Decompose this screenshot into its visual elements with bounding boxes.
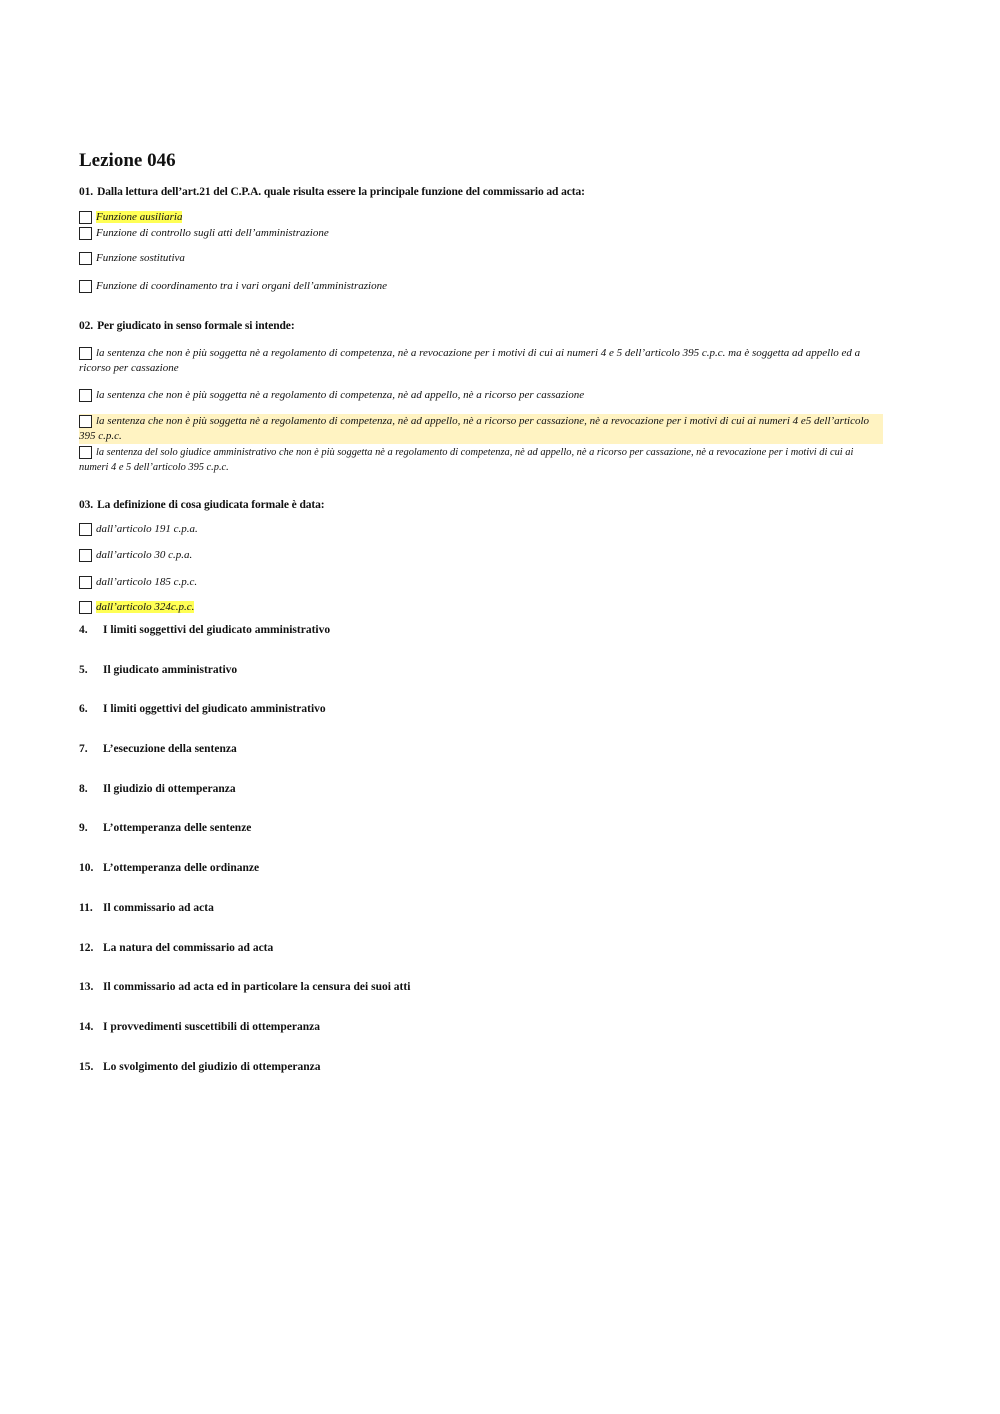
option-text: Funzione di coordinamento tra i vari organi dell’amministrazione — [96, 280, 387, 292]
question-number: 03. — [79, 499, 94, 511]
topic-text: I provvedimenti suscettibili di ottemperanza — [103, 1020, 320, 1033]
topic-number: 14. — [79, 1020, 94, 1033]
topic-text: Il giudicato amministrativo — [103, 663, 238, 676]
topic-item — [79, 861, 883, 901]
topic-number: 15. — [79, 1060, 94, 1073]
option[interactable] — [79, 575, 883, 590]
option-text: dall’articolo 191 c.p.a. — [96, 523, 198, 535]
option-text: Funzione sostitutiva — [96, 252, 185, 264]
option-text-correct-answer: la sentenza che non è più soggetta nè a regolamento di competenza, nè ad appello, nè a ricorso per cassazione, nè a revocazione per i motivi di cui ai numeri 4 e5 dell’articolo 395 c.p.c. — [79, 415, 870, 442]
topic-text: La natura del commissario ad acta — [103, 941, 274, 954]
option[interactable] — [79, 210, 883, 225]
checkbox[interactable] — [79, 446, 92, 459]
option-text: dall’articolo 185 c.p.c. — [96, 576, 198, 588]
question-number: 02. — [79, 320, 94, 332]
option[interactable] — [79, 279, 883, 294]
topic-item — [79, 742, 883, 782]
topic-number: 10. — [79, 862, 94, 875]
options-question-01 — [79, 210, 883, 294]
topic-text: Il commissario ad acta ed in particolare la censura dei suoi atti — [103, 981, 411, 994]
topic-number: 9. — [79, 822, 88, 835]
checkbox[interactable] — [79, 280, 92, 293]
option-text: la sentenza del solo giudice amministrativo che non è più soggetta nè a regolamento di competenza, nè ad appello, nè a ricorso per cassazione, nè a revocazione per i motivi di cui ai numeri 4 e 5 dell’articolo 395 c.p.c. — [79, 447, 854, 473]
topic-text: L’ottemperanza delle ordinanze — [103, 862, 260, 875]
checkbox[interactable] — [79, 523, 92, 536]
option[interactable] — [79, 226, 883, 241]
topic-number: 11. — [79, 901, 93, 914]
options-question-02 — [79, 346, 883, 475]
topic-item — [79, 1060, 883, 1100]
options-question-03 — [79, 522, 883, 615]
question-text: Per giudicato in senso formale si intende: — [97, 320, 295, 332]
topic-item — [79, 901, 883, 941]
option[interactable] — [79, 445, 883, 475]
topic-text: I limiti oggettivi del giudicato amministrativo — [103, 703, 326, 716]
topic-item — [79, 623, 883, 663]
topic-text: Lo svolgimento del giudizio di ottemperanza — [103, 1060, 321, 1073]
question-text: La definizione di cosa giudicata formale è data: — [97, 499, 325, 511]
topic-item — [79, 980, 883, 1020]
topic-item — [79, 663, 883, 703]
option-text-correct-answer: dall’articolo 324c.p.c. — [96, 601, 195, 613]
topic-item — [79, 1020, 883, 1060]
topic-text: L’ottemperanza delle sentenze — [103, 822, 252, 835]
topic-item — [79, 821, 883, 861]
checkbox[interactable] — [79, 252, 92, 265]
topic-number: 12. — [79, 941, 94, 954]
topic-number: 13. — [79, 981, 94, 994]
option[interactable] — [79, 251, 883, 266]
topic-number: 5. — [79, 663, 88, 676]
checkbox[interactable] — [79, 576, 92, 589]
option[interactable] — [79, 600, 883, 615]
option-text: dall’articolo 30 c.p.a. — [96, 549, 193, 561]
lesson-title: Lezione 046 — [79, 150, 176, 171]
question-02 — [79, 320, 883, 332]
topic-number: 4. — [79, 624, 88, 636]
option[interactable] — [79, 548, 883, 563]
document-page — [79, 150, 883, 1099]
checkbox[interactable] — [79, 389, 92, 402]
option-text: la sentenza che non è più soggetta nè a regolamento di competenza, nè a revocazione per i motivi di cui ai numeri 4 e 5 dell’articolo 395 c.p.c. ma è soggetta ad appello ed a ricorso per cassazione — [79, 347, 861, 374]
topic-number: 6. — [79, 703, 88, 716]
topic-item — [79, 941, 883, 981]
option-text: Funzione di controllo sugli atti dell’amministrazione — [96, 227, 329, 239]
question-01 — [79, 186, 883, 198]
option-text-correct-answer: Funzione ausiliaria — [96, 211, 183, 223]
question-text: Dalla lettura dell’art.21 del C.P.A. quale risulta essere la principale funzione del commissario ad acta: — [97, 186, 585, 198]
checkbox[interactable] — [79, 347, 92, 360]
topic-text: I limiti soggettivi del giudicato amministrativo — [103, 624, 331, 636]
checkbox[interactable] — [79, 211, 92, 224]
topic-item — [79, 782, 883, 822]
option[interactable] — [79, 346, 883, 376]
checkbox[interactable] — [79, 227, 92, 240]
question-number: 01. — [79, 186, 94, 198]
topic-text: L’esecuzione della sentenza — [103, 743, 237, 756]
checkbox[interactable] — [79, 415, 92, 428]
checkbox[interactable] — [79, 549, 92, 562]
topics-list — [79, 623, 883, 1099]
page-header-mark: ······ — [490, 0, 500, 3]
topic-number: 8. — [79, 782, 88, 795]
topic-number: 7. — [79, 743, 88, 756]
option[interactable] — [79, 522, 883, 537]
question-03 — [79, 499, 883, 511]
option[interactable] — [79, 388, 883, 403]
topic-text: Il giudizio di ottemperanza — [103, 782, 236, 795]
option[interactable] — [79, 414, 883, 444]
topic-text: Il commissario ad acta — [103, 901, 214, 914]
option-text: la sentenza che non è più soggetta nè a regolamento di competenza, nè ad appello, nè a ricorso per cassazione — [96, 389, 585, 401]
checkbox[interactable] — [79, 601, 92, 614]
topic-item — [79, 702, 883, 742]
